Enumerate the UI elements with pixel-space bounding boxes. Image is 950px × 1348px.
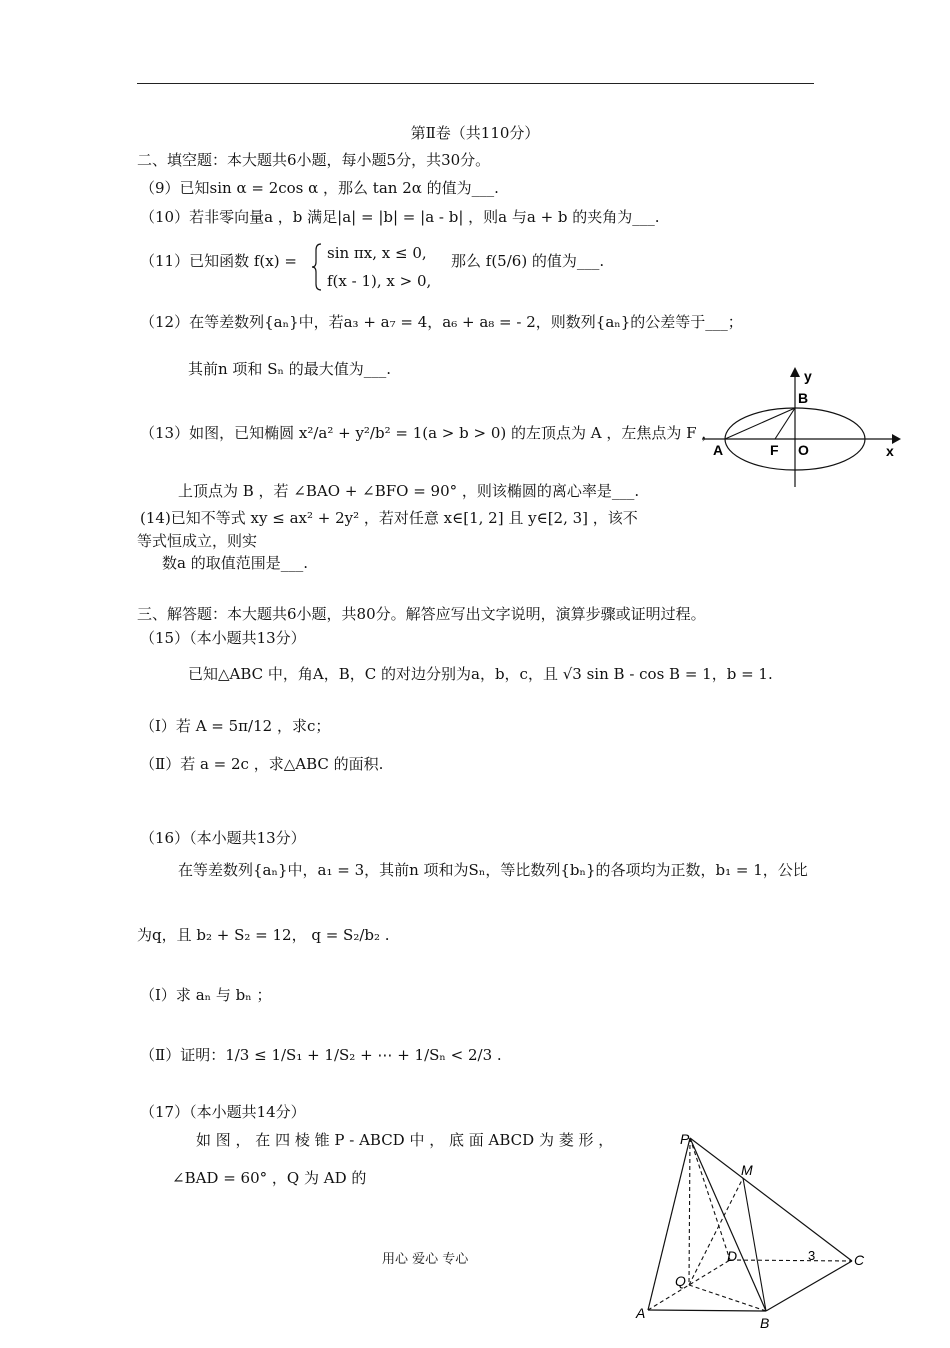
part-title: 第Ⅱ卷（共110分） <box>410 124 540 142</box>
question-16-part-1: （Ⅰ）求 aₙ 与 bₙ ； <box>140 986 272 1004</box>
question-11-tail: 那么 f(5/6) 的值为___. <box>451 252 605 270</box>
question-12-line-2: 其前n 项和 Sₙ 的最大值为___. <box>188 360 391 378</box>
piecewise-brace <box>311 242 323 292</box>
vertex-b-label: B <box>760 1315 770 1331</box>
page-footer: 用心 爱心 专心 <box>382 1252 469 1267</box>
question-15-heading: （15）（本小题共13分） <box>140 629 306 647</box>
pyramid-figure <box>630 1128 870 1344</box>
solve-section-heading: 三、解答题：本大题共6小题，共80分。解答应写出文字说明，演算步骤或证明过程。 <box>137 605 706 623</box>
question-13-line-2: 上顶点为 B ，若 ∠BAO + ∠BFO = 90° ，则该椭圆的离心率是___. <box>178 482 640 500</box>
question-14-line-3: 数a 的取值范围是___. <box>162 554 308 572</box>
question-14-line-1: (14)已知不等式 xy ≤ ax² + 2y² ，若对任意 x∈[1, 2] 且 y∈[2, 3] ，该不 <box>140 509 638 527</box>
vertex-c-label: C <box>854 1252 865 1268</box>
point-a-label: A <box>713 442 724 458</box>
question-17-stem-1: 如 图 ， 在 四 棱 锥 P - ABCD 中 ， 底 面 ABCD 为 菱 形 ， <box>196 1131 614 1149</box>
point-b-label: B <box>798 390 809 406</box>
question-11-case-2: f(x - 1), x > 0, <box>327 272 432 290</box>
vertex-p-label: P <box>680 1131 690 1147</box>
point-m-label: M <box>741 1162 753 1178</box>
question-11-lead: （11）已知函数 f(x) = <box>140 252 297 270</box>
question-9: （9）已知sin α = 2cos α ，那么 tan 2α 的值为___. <box>140 179 499 197</box>
question-11-case-1: sin πx, x ≤ 0, <box>327 244 427 262</box>
vertex-a-label: A <box>636 1305 646 1321</box>
question-16-stem-1: 在等差数列{aₙ}中，a₁ = 3，其前n 项和为Sₙ，等比数列{bₙ}的各项均为正数，b₁ = 1，公比 <box>178 861 808 879</box>
y-axis-label: y <box>804 368 812 384</box>
question-12-line-1: （12）在等差数列{aₙ}中，若a₃ + a₇ = 4，a₆ + a₈ = - 2，则数列{aₙ}的公差等于___； <box>140 313 743 331</box>
question-16-heading: （16）（本小题共13分） <box>140 829 306 847</box>
question-10: （10）若非零向量a ，b 满足|a| = |b| = |a - b| ，则a 与a + b 的夹角为___. <box>140 208 660 226</box>
question-16-stem-2: 为q，且 b₂ + S₂ = 12， q = S₂/b₂ . <box>137 926 390 944</box>
question-16-part-2: （Ⅱ）证明：1/3 ≤ 1/S₁ + 1/S₂ + ⋯ + 1/Sₙ < 2/3 . <box>140 1046 502 1064</box>
question-13-line-1: （13）如图，已知椭圆 x²/a² + y²/b² = 1(a > b > 0) 的左顶点为 A ，左焦点为 F ， <box>140 424 717 442</box>
question-14-line-2: 等式恒成立，则实 <box>137 532 258 550</box>
ellipse-figure <box>700 365 910 490</box>
header-rule <box>137 83 814 84</box>
question-17-stem-2: ∠BAD = 60° ，Q 为 AD 的 <box>172 1169 367 1187</box>
edge-dc-length: 3 <box>808 1248 816 1263</box>
question-17-heading: （17）（本小题共14分） <box>140 1103 306 1121</box>
point-o-label: O <box>798 442 809 458</box>
fill-section-heading: 二、填空题：本大题共6小题，每小题5分，共30分。 <box>137 151 491 169</box>
question-15-part-1: （Ⅰ）若 A = 5π/12 ，求c； <box>140 717 331 735</box>
x-axis-label: x <box>886 443 894 459</box>
point-f-label: F <box>770 442 779 458</box>
vertex-d-label: D <box>727 1248 738 1264</box>
question-15-stem: 已知△ABC 中，角A，B，C 的对边分别为a，b，c，且 √3 sin B - cos B = 1，b = 1. <box>188 665 773 683</box>
point-q-label: Q <box>675 1273 686 1289</box>
question-15-part-2: （Ⅱ）若 a = 2c ，求△ABC 的面积. <box>140 755 384 773</box>
